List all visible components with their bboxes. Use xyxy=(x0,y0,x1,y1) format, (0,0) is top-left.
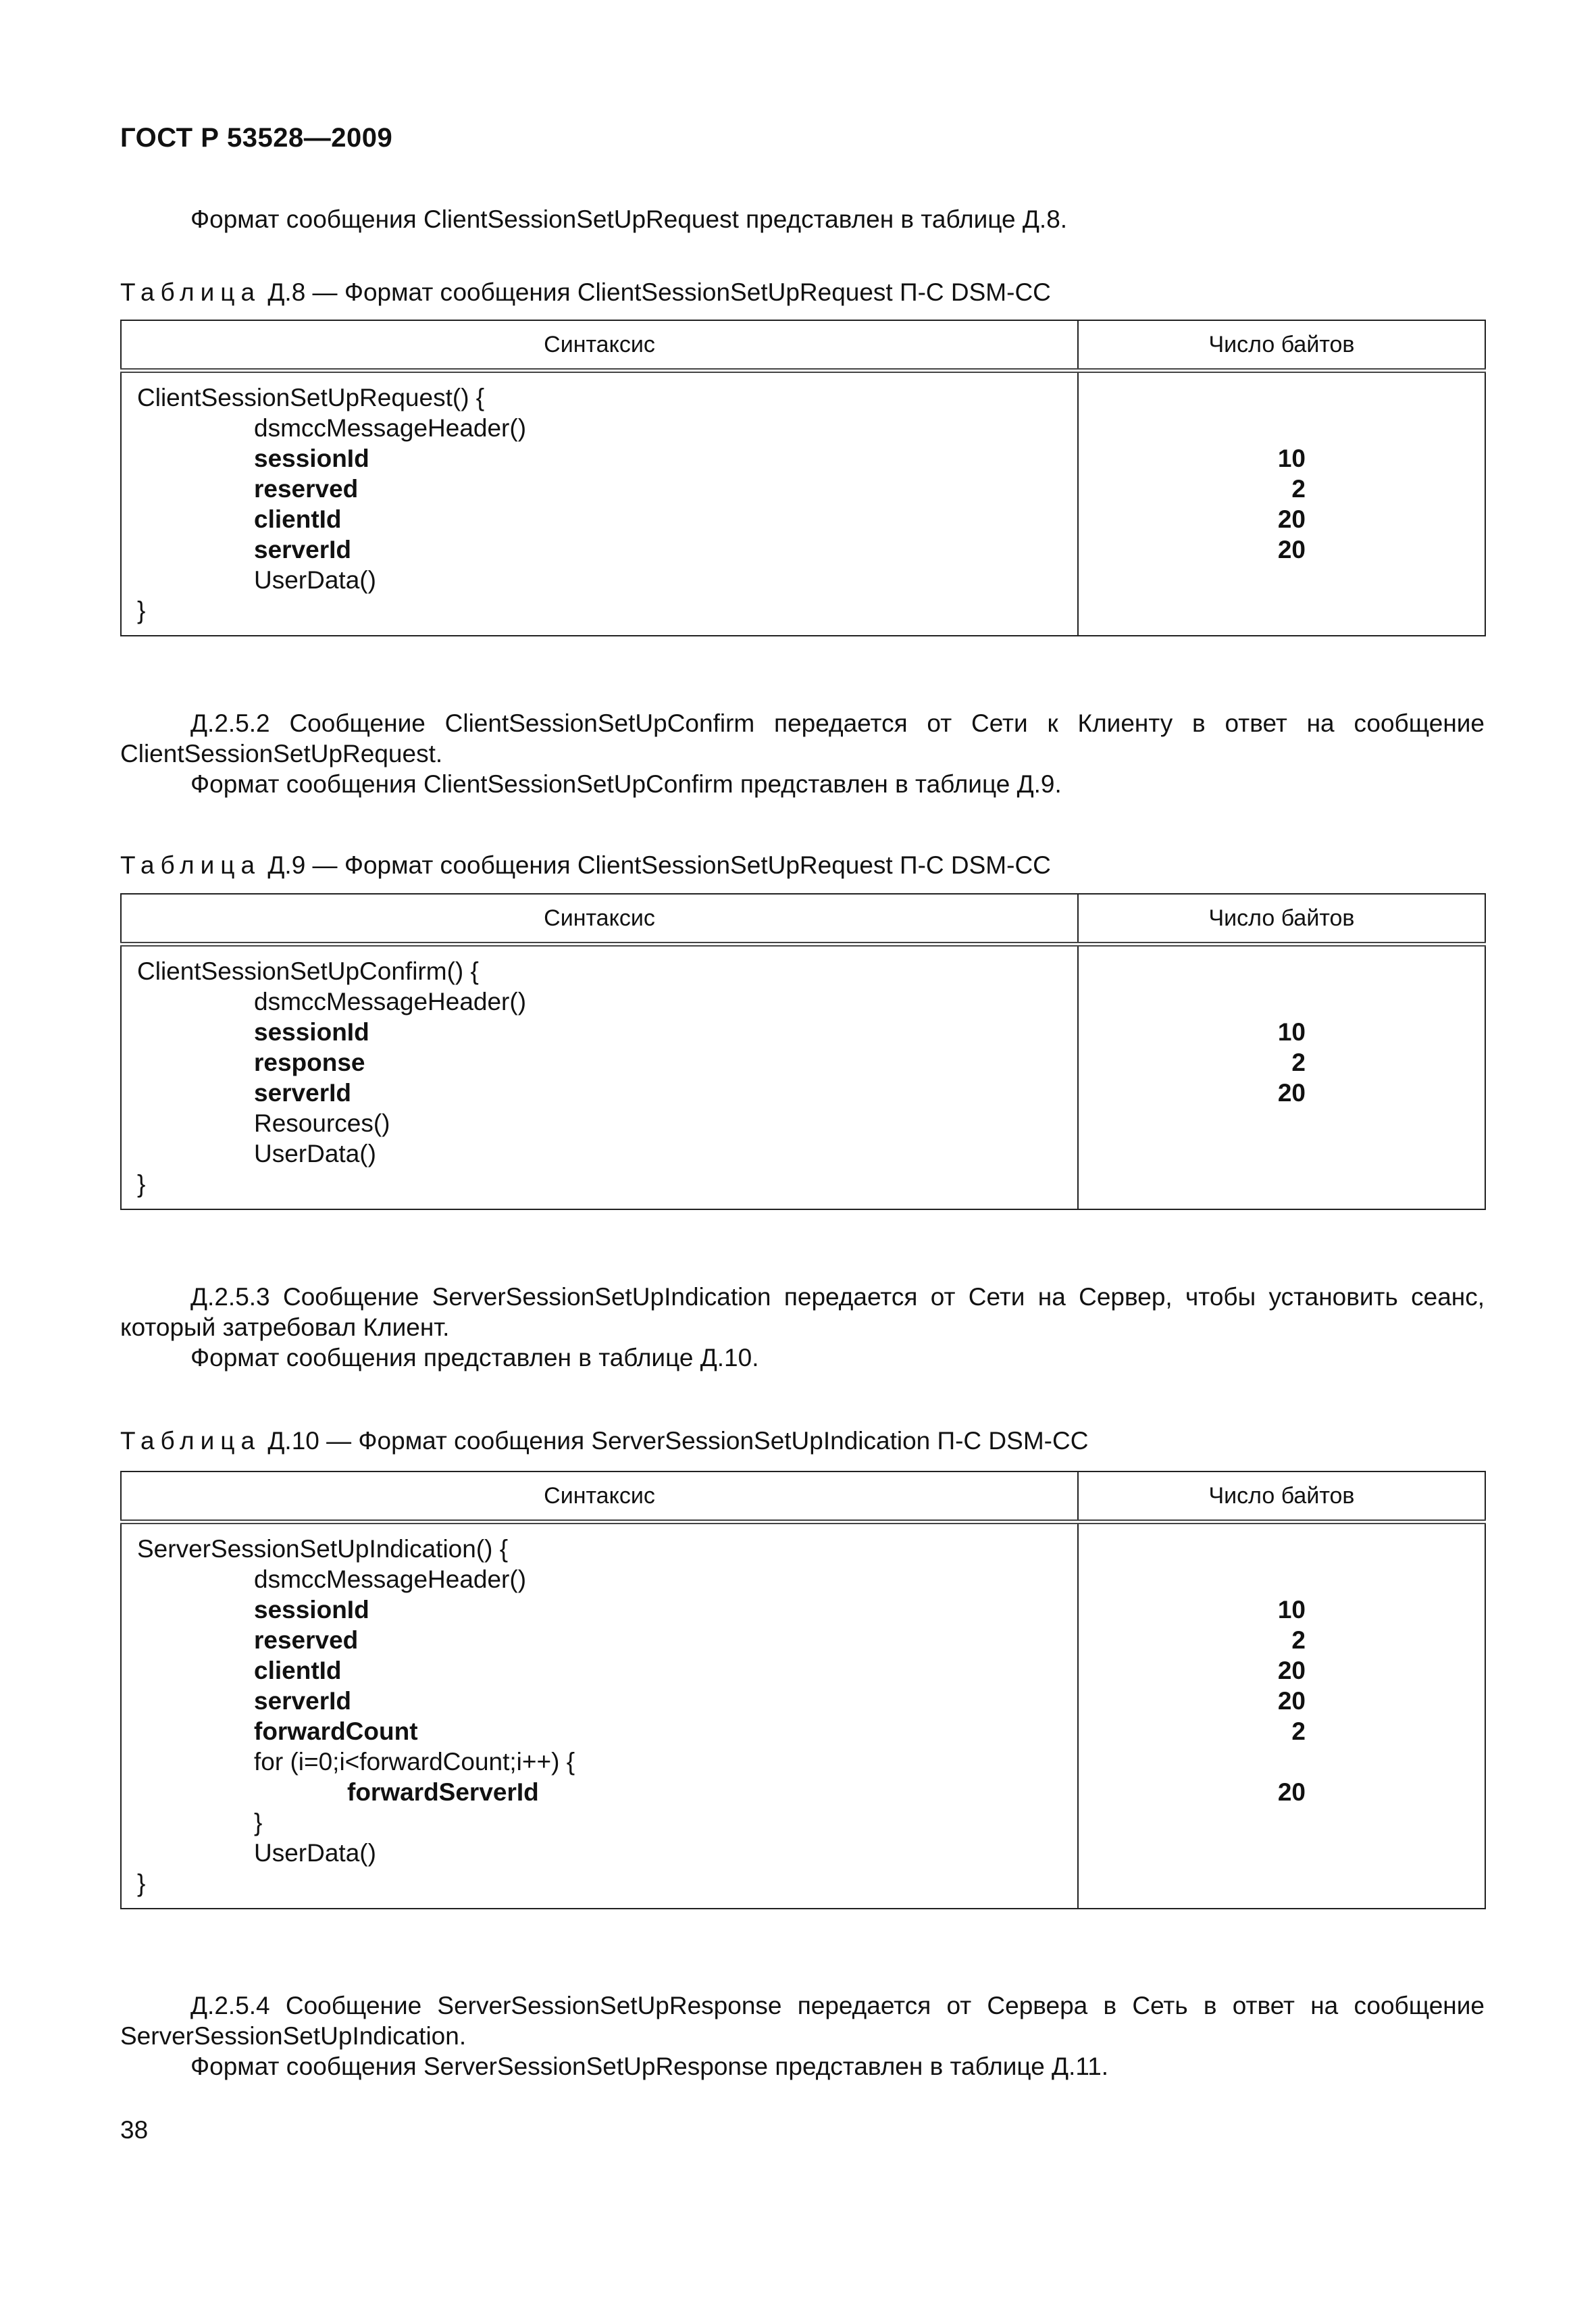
table10-bytes-cell xyxy=(1078,1522,1485,1909)
table9-syntax-line: ClientSessionSetUpConfirm() { xyxy=(137,957,479,985)
table8-syntax-line: dsmccMessageHeader() xyxy=(254,414,527,442)
table9-bytes-cell xyxy=(1078,945,1485,1210)
table10-syntax-line: clientId xyxy=(254,1657,342,1684)
table9-bytes-value: 2 xyxy=(1291,1049,1306,1076)
table8-col-bytes: Число байтов xyxy=(1078,320,1485,371)
table9-bytes-value: 20 xyxy=(1277,1079,1306,1107)
table10-syntax-line: reserved xyxy=(254,1626,359,1654)
table10-syntax-line: sessionId xyxy=(254,1596,369,1624)
table10-syntax-line: dsmccMessageHeader() xyxy=(254,1565,527,1593)
intro-paragraph: Формат сообщения ClientSessionSetUpRequest представлен в таблице Д.8. xyxy=(190,205,1068,233)
table9-bytes-value xyxy=(1227,1108,1306,1138)
section-2-5-3-paragraph: Д.2.5.3 Сообщение ServerSessionSetUpIndication передается от Сети на Сервер, чтобы установить сеанс, который затребовал Клиент. xyxy=(120,1283,1485,1341)
section-2-5-4-format-note: Формат сообщения ServerSessionSetUpResponse представлен в таблице Д.11. xyxy=(190,2053,1109,2080)
table10-bytes-value xyxy=(1227,1838,1306,1868)
table10-bytes-value: 20 xyxy=(1277,1687,1306,1715)
table10-bytes-value: 2 xyxy=(1291,1626,1306,1654)
table10 xyxy=(120,1471,1486,1909)
table8-syntax-cell xyxy=(121,371,1078,636)
table8-syntax-line: clientId xyxy=(254,505,342,533)
table8-bytes-value xyxy=(1227,565,1306,595)
table10-syntax-line: serverId xyxy=(254,1687,351,1715)
section-2-5-4-paragraph: Д.2.5.4 Сообщение ServerSessionSetUpResponse передается от Сервера в Сеть в ответ на сообщение ServerSessionSetUpIndication. xyxy=(120,1992,1485,2050)
table8-syntax-line: ClientSessionSetUpRequest() { xyxy=(137,384,485,411)
table10-syntax-line: forwardCount xyxy=(254,1717,418,1745)
table10-syntax-line: ServerSessionSetUpIndication() { xyxy=(137,1535,509,1563)
table8-syntax-line: reserved xyxy=(254,475,359,503)
table9-syntax-line: sessionId xyxy=(254,1018,369,1046)
table8-bytes-value: 10 xyxy=(1277,445,1306,472)
table9-syntax-line: serverId xyxy=(254,1079,351,1107)
table10-syntax-cell xyxy=(121,1522,1078,1909)
table8-bytes-value: 20 xyxy=(1277,505,1306,533)
table9-bytes-value xyxy=(1227,1169,1306,1199)
table8-syntax-line: serverId xyxy=(254,536,351,563)
page-number: 38 xyxy=(120,2116,149,2144)
table10-bytes-value xyxy=(1227,1868,1306,1898)
table9 xyxy=(120,893,1486,1210)
table9-syntax-line: dsmccMessageHeader() xyxy=(254,988,527,1015)
table8 xyxy=(120,320,1486,636)
table8-bytes-value: 20 xyxy=(1277,536,1306,563)
table10-col-syntax: Синтаксис xyxy=(121,1472,1078,1522)
table9-bytes-value xyxy=(1227,956,1306,986)
table10-syntax-line: for (i=0;i<forwardCount;i++) { xyxy=(254,1748,575,1776)
table10-caption-label: Таблица xyxy=(120,1427,261,1455)
section-2-5-2-format-note: Формат сообщения ClientSessionSetUpConfirm представлен в таблице Д.9. xyxy=(190,770,1062,798)
table8-syntax-line: UserData() xyxy=(254,566,376,594)
table10-syntax-line: UserData() xyxy=(254,1839,376,1867)
table9-syntax-line: UserData() xyxy=(254,1140,376,1167)
table8-bytes-cell xyxy=(1078,371,1485,636)
table8-bytes-value xyxy=(1227,595,1306,626)
table9-bytes-value xyxy=(1227,986,1306,1017)
table10-syntax-line: } xyxy=(254,1809,263,1836)
table9-syntax-cell xyxy=(121,945,1078,1210)
table9-col-syntax: Синтаксис xyxy=(121,894,1078,945)
table10-caption-text: Д.10 — Формат сообщения ServerSessionSetUpIndication П-С DSM-CC xyxy=(267,1427,1089,1455)
table10-syntax-line: } xyxy=(137,1869,146,1897)
table9-col-bytes: Число байтов xyxy=(1078,894,1485,945)
table8-caption xyxy=(120,277,1051,307)
table9-bytes-value: 10 xyxy=(1277,1018,1306,1046)
table10-caption xyxy=(120,1426,1088,1456)
table8-bytes-value xyxy=(1227,413,1306,443)
table9-syntax-line: } xyxy=(137,1170,146,1198)
table9-caption-label: Таблица xyxy=(120,851,261,879)
table9-caption xyxy=(120,850,1051,880)
table10-col-bytes: Число байтов xyxy=(1078,1472,1485,1522)
table9-syntax-line: response xyxy=(254,1049,365,1076)
document-header: ГОСТ Р 53528—2009 xyxy=(120,123,393,153)
table9-caption-text: Д.9 — Формат сообщения ClientSessionSetUpRequest П-С DSM-CC xyxy=(267,851,1051,879)
table10-bytes-value xyxy=(1227,1534,1306,1564)
table8-caption-text: Д.8 — Формат сообщения ClientSessionSetUpRequest П-С DSM-CC xyxy=(267,278,1051,306)
table10-bytes-value xyxy=(1227,1564,1306,1594)
table10-syntax-line: forwardServerId xyxy=(347,1778,539,1806)
table10-bytes-value: 20 xyxy=(1277,1657,1306,1684)
table8-bytes-value: 2 xyxy=(1291,475,1306,503)
table8-col-syntax: Синтаксис xyxy=(121,320,1078,371)
section-2-5-2-paragraph: Д.2.5.2 Сообщение ClientSessionSetUpConfirm передается от Сети к Клиенту в ответ на сообщение ClientSessionSetUpRequest. xyxy=(120,709,1485,768)
table9-syntax-line: Resources() xyxy=(254,1109,390,1137)
table8-bytes-value xyxy=(1227,382,1306,413)
table8-syntax-line: sessionId xyxy=(254,445,369,472)
table10-bytes-value: 20 xyxy=(1277,1778,1306,1806)
table10-bytes-value xyxy=(1227,1746,1306,1777)
table10-bytes-value xyxy=(1227,1807,1306,1838)
table8-syntax-line: } xyxy=(137,597,146,624)
table8-caption-label: Таблица xyxy=(120,278,261,306)
table9-bytes-value xyxy=(1227,1138,1306,1169)
section-2-5-3-format-note: Формат сообщения представлен в таблице Д.10. xyxy=(190,1344,759,1372)
table10-bytes-value: 10 xyxy=(1277,1596,1306,1624)
table10-bytes-value: 2 xyxy=(1291,1717,1306,1745)
